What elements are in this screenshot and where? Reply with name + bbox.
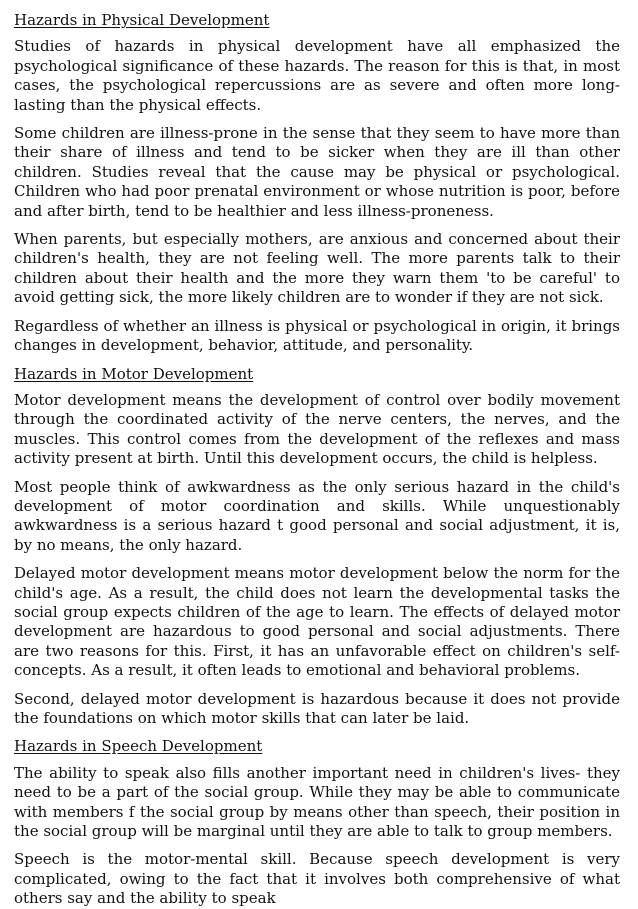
- paragraph: Regardless of whether an illness is physical or psychological in origin, it brings changes in development, behavior, attitude, and personality.: [14, 316, 620, 355]
- paragraph: Studies of hazards in physical development have all emphasized the psychological significance of these hazards. The reason for this is that, in most cases, the psychological repercussions are as severe and often more long-lasting than the physical effects.: [14, 37, 620, 114]
- paragraph: Speech is the motor-mental skill. Because speech development is very complicated, owing to the fact that it involves both comprehensive of what others say and the ability to speak: [14, 850, 620, 908]
- paragraph: Some children are illness-prone in the sense that they seem to have more than their share of illness and tend to be sicker when they are ill than other children. Studies reveal that the cause may be physical or psychological. Children who had poor prenatal environment or whose nutrition is poor, before and after birth, tend to be healthier and less illness-proneness.: [14, 124, 620, 220]
- paragraph: When parents, but especially mothers, are anxious and concerned about their children's health, they are not feeling well. The more parents talk to their children about their health and the more they warn them 'to be careful' to avoid getting sick, the more likely children are to wonder if they are not sick.: [14, 230, 620, 307]
- section-heading-physical: Hazards in Physical Development: [14, 11, 270, 29]
- paragraph: Motor development means the development of control over bodily movement through the coordinated activity of the nerve centers, the nerves, and the muscles. This control comes from the development of the reflexes and mass activity present at birth. Until this development occurs, the child is helpless.: [14, 390, 620, 468]
- paragraph: Second, delayed motor development is hazardous because it does not provide the foundations on which motor skills that can later be laid.: [14, 689, 620, 727]
- paragraph: The ability to speak also fills another important need in children's lives- they need to be a part of the social group. While they may be able to communicate with members f the social group by means other than speech, their position in the social group will be marginal until they are able to talk to group members.: [14, 763, 620, 841]
- paragraph: Delayed motor development means motor development below the norm for the child's age. As a result, the child does not learn the developmental tasks the social group expects children of the age to learn. The effects of delayed motor development are hazardous to good personal and social adjustments. There are two reasons for this. First, it has an unfavorable effect on children's self-concepts. As a result, it often leads to emotional and behavioral problems.: [14, 564, 620, 680]
- paragraph: Most people think of awkwardness as the only serious hazard in the child's development of motor coordination and skills. While unquestionably awkwardness is a serious hazard t good personal and social adjustment, it is, by no means, the only hazard.: [14, 477, 620, 554]
- section-heading-speech: Hazards in Speech Development: [14, 737, 263, 756]
- section-heading-motor: Hazards in Motor Development: [14, 364, 254, 383]
